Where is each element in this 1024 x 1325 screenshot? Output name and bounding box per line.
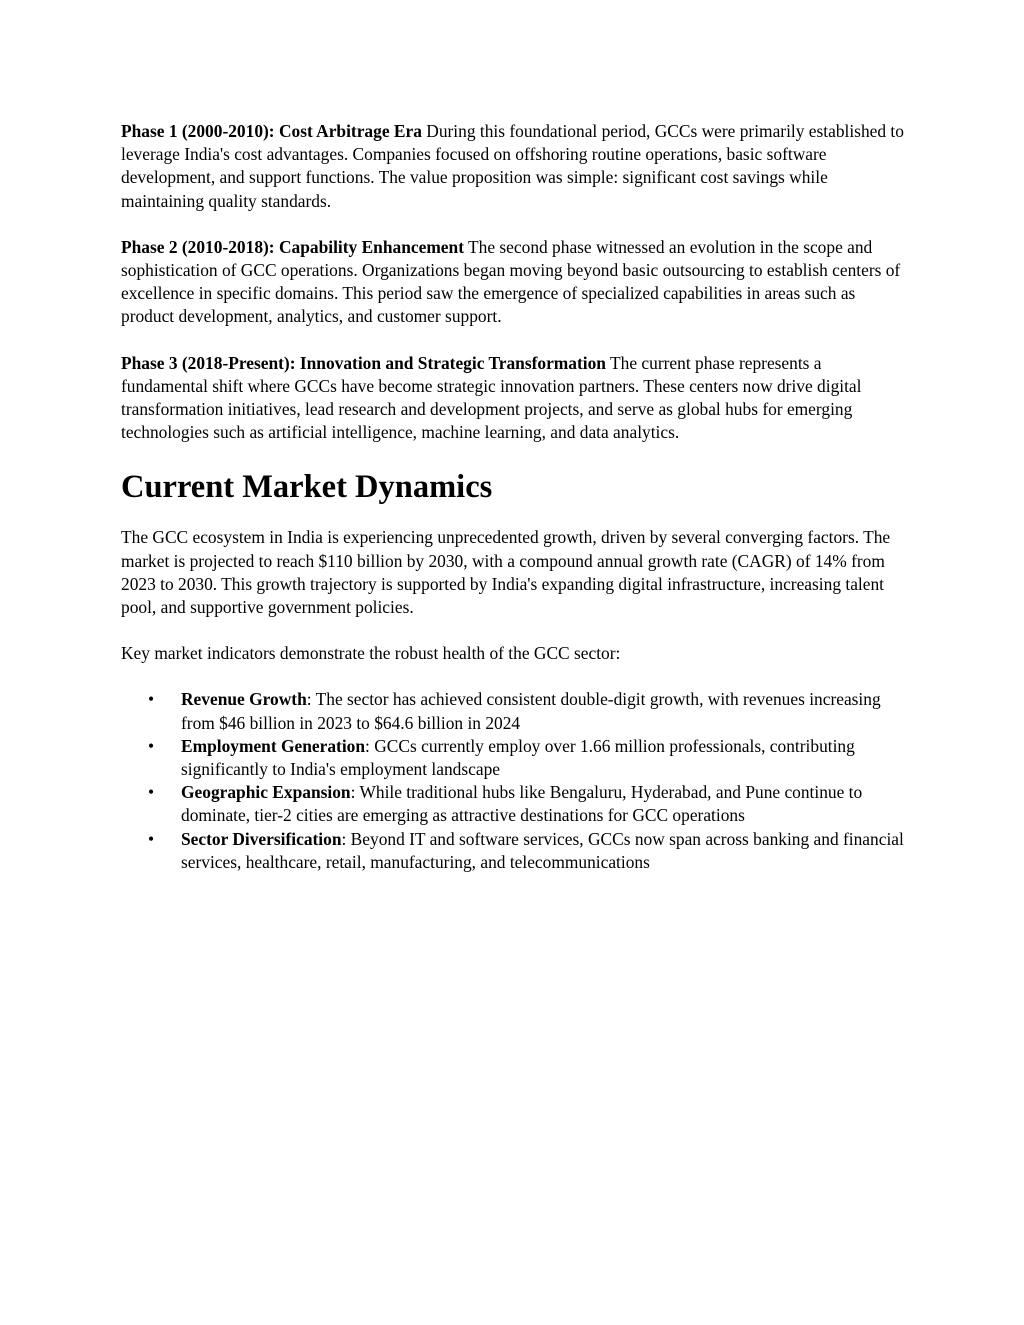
phase-1-text: During this foundational period, GCCs were primarily established to leverage India's cost advantages. Companies focused on offshoring routine operations, basic software development, and support functions. The value proposition was simple: significant cost savings while maintaining quality standards. <box>121 121 904 211</box>
list-item <box>121 735 911 781</box>
bullet-icon: • <box>148 689 155 710</box>
phase-2-text: The second phase witnessed an evolution in the scope and sophistication of GCC operations. Organizations began moving beyond basic outsourcing to establish centers of excellence in specific domains. This period saw the emergence of specialized capabilities in areas such as product development, analytics, and customer support. <box>121 236 901 327</box>
indicator-text: : GCCs currently employ over 1.66 million professionals, contributing significantly to India's employment landscape <box>181 735 855 780</box>
indicator-text: : The sector has achieved consistent double-digit growth, with revenues increasing from $46 billion in 2023 to $64.6 billion in 2024 <box>181 689 881 733</box>
phase-1-paragraph <box>121 120 911 213</box>
bullet-icon: • <box>148 828 155 849</box>
phase-3-paragraph <box>121 352 911 445</box>
indicator-label: Sector Diversification <box>181 828 342 849</box>
phase-1-title: Phase 1 (2000-2010): Cost Arbitrage Era <box>121 121 422 141</box>
indicator-label: Revenue Growth <box>181 689 307 710</box>
list-item <box>121 688 911 734</box>
phase-3-title: Phase 3 (2018-Present): Innovation and Strategic Transformation <box>121 352 606 373</box>
list-item <box>121 781 911 827</box>
indicator-text: : Beyond IT and software services, GCCs now span across banking and financial services, healthcare, retail, manufacturing, and telecommunications <box>181 828 904 872</box>
bullet-icon: • <box>148 735 155 756</box>
indicator-label: Geographic Expansion <box>181 782 351 803</box>
indicators-list <box>121 688 911 874</box>
indicator-text: : While traditional hubs like Bengaluru, Hyderabad, and Pune continue to dominate, tier-2 cities are emerging as attractive destinations for GCC operations <box>181 782 863 826</box>
phase-2-paragraph <box>121 236 911 329</box>
indicators-lead: Key market indicators demonstrate the robust health of the GCC sector: <box>121 643 621 664</box>
bullet-icon: • <box>148 782 155 803</box>
intro-paragraph: The GCC ecosystem in India is experiencing unprecedented growth, driven by several converging factors. The market is projected to reach $110 billion by 2030, with a compound annual growth rate (CAGR) of 14% from 2023 to 2030. This growth trajectory is supported by India's expanding digital infrastructure, increasing talent pool, and supportive government policies. <box>121 527 891 618</box>
section-heading: Current Market Dynamics <box>121 469 493 506</box>
indicator-label: Employment Generation <box>181 735 366 756</box>
phase-2-title: Phase 2 (2010-2018): Capability Enhancement <box>121 236 464 257</box>
phase-3-text: The current phase represents a fundamental shift where GCCs have become strategic innovation partners. These centers now drive digital transformation initiatives, lead research and development projects, and serve as global hubs for emerging technologies such as artificial intelligence, machine learning, and data analytics. <box>121 352 862 443</box>
list-item <box>121 828 911 874</box>
document-page <box>121 120 911 874</box>
